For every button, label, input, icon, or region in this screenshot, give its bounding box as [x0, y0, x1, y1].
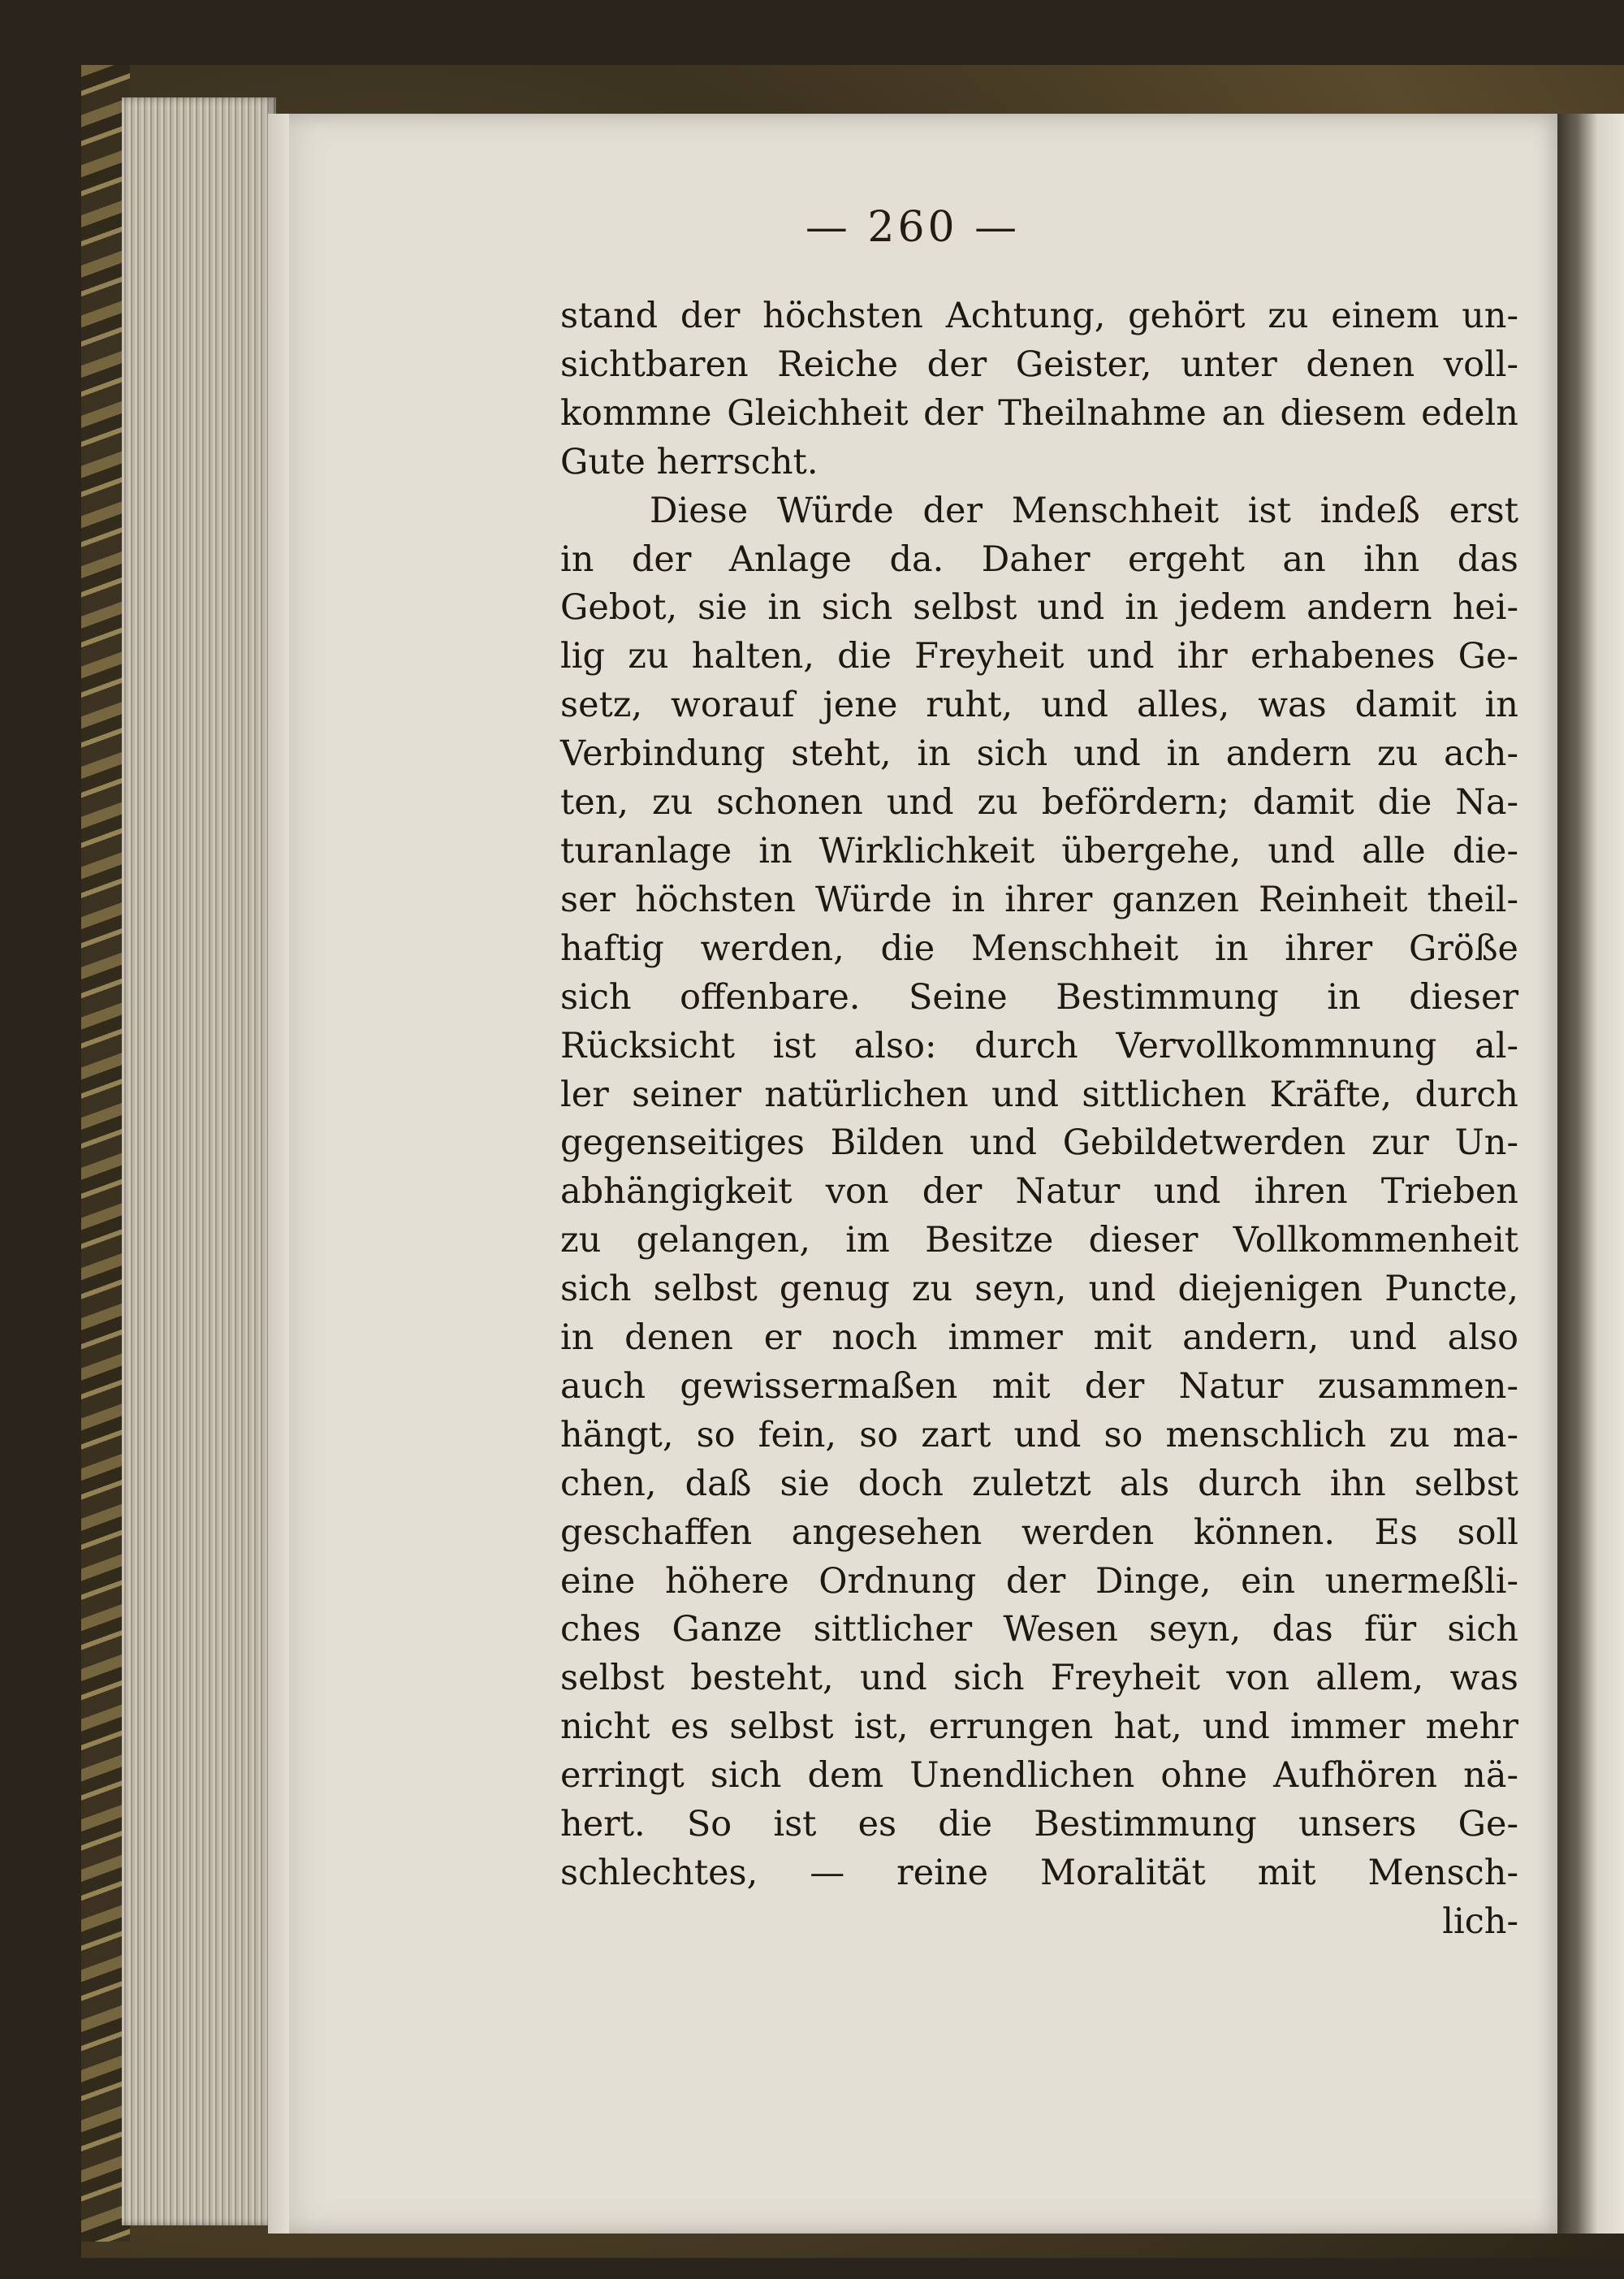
text-line: in der Anlage da. Daher ergeht an ihn das [560, 538, 1518, 580]
catchword: lich- [1442, 1901, 1518, 1942]
page-stack-edge [122, 97, 276, 2225]
page-text [560, 292, 1518, 1947]
page-number: — 260 — [805, 203, 1021, 252]
text-line: geschaffen angesehen werden können. Es soll [560, 1511, 1518, 1553]
text-line: haftig werden, die Menschheit in ihrer Größe [560, 928, 1518, 969]
text-line: zu gelangen, im Besitze dieser Vollkommenheit [560, 1220, 1518, 1261]
text-line: sich selbst genug zu seyn, und diejenigen Puncte, [560, 1269, 1518, 1310]
text-line: erringt sich dem Unendlichen ohne Aufhören nä- [560, 1755, 1518, 1797]
text-line: chen, daß sie doch zuletzt als durch ihn selbst [560, 1463, 1518, 1504]
text-line: nicht es selbst ist, errungen hat, und immer mehr [560, 1706, 1518, 1748]
text-line: Diese Würde der Menschheit ist indeß erst [650, 490, 1518, 531]
text-line: eine höhere Ordnung der Dinge, ein unermeßli- [560, 1560, 1518, 1602]
text-line: ches Ganze sittlicher Wesen seyn, das für sich [560, 1609, 1518, 1650]
page-shadow [268, 114, 289, 2234]
text-line: selbst besteht, und sich Freyheit von allem, was [560, 1658, 1518, 1699]
text-line: in denen er noch immer mit andern, und also [560, 1317, 1518, 1359]
text-line: sich offenbare. Seine Bestimmung in dieser [560, 976, 1518, 1018]
text-line: gegenseitiges Bilden und Gebildetwerden zur Un- [560, 1122, 1518, 1164]
book-gutter [1557, 114, 1624, 2234]
text-line: Verbindung steht, in sich und in andern zu ach- [560, 733, 1518, 775]
text-line: kommne Gleichheit der Theilnahme an diesem edeln [560, 392, 1518, 434]
text-line: turanlage in Wirklichkeit übergehe, und alle die- [560, 830, 1518, 871]
text-line: lig zu halten, die Freyheit und ihr erhabenes Ge- [560, 636, 1518, 677]
text-line: ler seiner natürlichen und sittlichen Kräfte, durch [560, 1074, 1518, 1115]
text-line: Gute herrscht. [560, 441, 818, 482]
book-page [268, 114, 1557, 2234]
text-line: stand der höchsten Achtung, gehört zu einem un- [560, 296, 1518, 336]
text-line: abhängigkeit von der Natur und ihren Trieben [560, 1171, 1518, 1213]
text-line: setz, worauf jene ruht, und alles, was damit in [560, 685, 1518, 726]
text-line: Gebot, sie in sich selbst und in jedem andern hei- [560, 587, 1518, 629]
text-line: schlechtes, — reine Moralität mit Mensch- [560, 1853, 1518, 1893]
text-line: auch gewissermaßen mit der Natur zusammen- [560, 1365, 1518, 1407]
text-line: ten, zu schonen und zu befördern; damit die Na- [560, 782, 1518, 824]
text-line: sichtbaren Reiche der Geister, unter denen voll- [560, 344, 1518, 385]
text-line: hert. So ist es die Bestimmung unsers Ge- [560, 1804, 1518, 1845]
text-line: ser höchsten Würde in ihrer ganzen Reinheit theil- [560, 879, 1518, 920]
text-line: Rücksicht ist also: durch Vervollkommnung al- [560, 1025, 1518, 1066]
text-line: hängt, so fein, so zart und so menschlich zu ma- [560, 1414, 1518, 1455]
